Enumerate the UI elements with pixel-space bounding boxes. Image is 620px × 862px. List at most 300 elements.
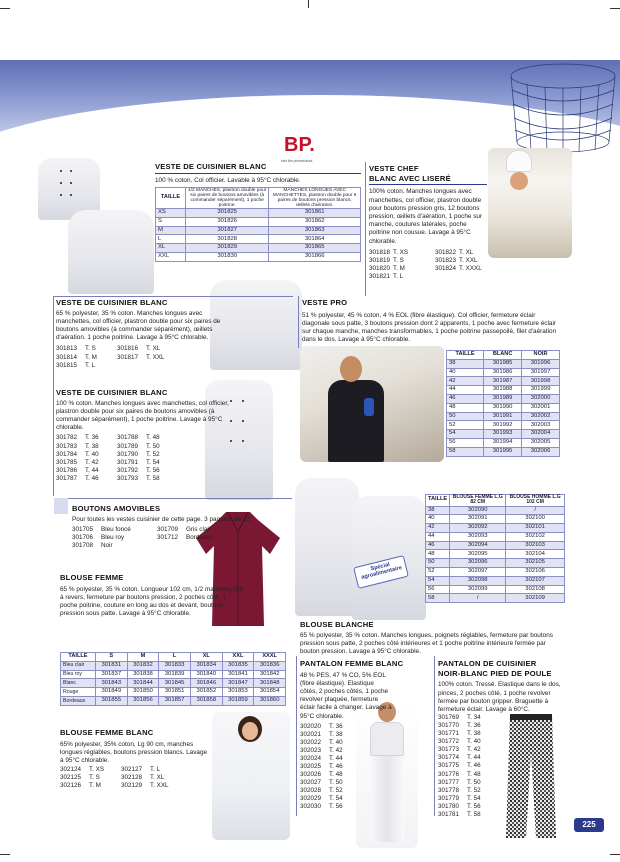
veste-chef-desc: 100% coton. Manches longues avec manchettes, col officier, plastron double pour boutons pression gris, 12 boutons pression, œillets d'aération, 1 poche sur manche, coutures latérales, poche poitrine non cousue. Lavage à 95°C chlorable. xyxy=(369,188,483,245)
table-cell: 302001 xyxy=(522,403,560,412)
table-header: BLOUSE FEMME L.G 82 CM xyxy=(450,495,506,507)
table-cell: Bleu clair xyxy=(61,661,96,670)
ref-code: 301706 xyxy=(72,533,94,541)
ref-size: T. 36 xyxy=(329,722,343,730)
ref-code: 302024 xyxy=(300,755,322,763)
table-cell: 46 xyxy=(447,394,484,403)
ref-size: T. 42 xyxy=(85,458,99,466)
ref-code: 302029 xyxy=(300,795,322,803)
table-header: TAILLE xyxy=(156,187,186,208)
blouse-blanche-desc: 65 % polyester, 35 % coton. Manches longues, poignets réglables, fermeture par boutons pression sous patte, 2 poches côté intérieures et 1 poche poitrine intérieure fermée par bouton pression. Lavage à 95°C chlorable. xyxy=(300,631,553,656)
ref-row xyxy=(300,787,410,795)
ref-code: 301792 xyxy=(117,466,139,474)
table-cell: 301835 xyxy=(222,661,254,670)
table-cell: 301826 xyxy=(186,217,269,226)
jacket-button xyxy=(70,170,72,172)
table-cell: 301865 xyxy=(269,244,361,253)
white-blouse-image xyxy=(295,478,359,616)
divider-line xyxy=(434,656,435,816)
jacket-button xyxy=(70,182,72,184)
table-cell: 302106 xyxy=(506,568,565,577)
ref-size: T. XXL xyxy=(146,353,165,361)
ref-size: T. 46 xyxy=(467,762,481,770)
ref-code: 302021 xyxy=(300,730,322,738)
ref-code: 301787 xyxy=(56,474,78,482)
ref-size: T. XL xyxy=(146,345,161,353)
ref-size: T. L xyxy=(393,272,404,280)
ref-row xyxy=(56,362,232,370)
table-cell: M xyxy=(156,226,186,235)
table-cell: XL xyxy=(156,244,186,253)
ref-size: T. 40 xyxy=(329,738,343,746)
ref-size: T. L xyxy=(150,766,161,774)
ref-size: T. 40 xyxy=(467,738,481,746)
table-header: XXXL xyxy=(254,653,286,662)
blouse-femme-blanc-block xyxy=(60,728,210,790)
table-cell: 302091 xyxy=(450,515,506,524)
veste-pro-block xyxy=(302,298,560,344)
ref-size: T. 52 xyxy=(467,786,481,794)
table-cell: 48 xyxy=(447,403,484,412)
ref-row xyxy=(56,475,232,483)
ref-code: 301818 xyxy=(369,248,391,256)
ref-code: 302028 xyxy=(300,787,322,795)
ref-row xyxy=(438,771,568,779)
ref-code: 301781 xyxy=(438,810,460,818)
ref-row xyxy=(369,249,519,257)
table-cell: 52 xyxy=(447,421,484,430)
ref-size: T. XS xyxy=(393,248,409,256)
jacket-button xyxy=(242,400,244,402)
ref-code: 301780 xyxy=(438,802,460,810)
table-cell: 301825 xyxy=(186,209,269,218)
ref-color: Bleu foncé xyxy=(101,525,131,533)
table-cell: 302090 xyxy=(450,506,506,515)
ref-size: T. 40 xyxy=(85,450,99,458)
table-cell: 42 xyxy=(426,524,450,533)
pantalon-femme-title: PANTALON FEMME BLANC xyxy=(300,659,404,668)
table-cell: 48 xyxy=(426,550,450,559)
ref-code: 301770 xyxy=(438,722,460,730)
table-header: XXL xyxy=(222,653,254,662)
ref-code: 301783 xyxy=(56,442,78,450)
table-cell: 301839 xyxy=(159,670,191,679)
ref-code: 301824 xyxy=(435,264,457,272)
table-cell: 301845 xyxy=(159,679,191,688)
ref-code: 301793 xyxy=(117,474,139,482)
jacket-button xyxy=(60,194,62,196)
ref-size: T. 44 xyxy=(329,755,343,763)
table-cell: 301832 xyxy=(127,661,159,670)
boutons-desc: Pour toutes les vestes cuisinier de cette page. 3 paquets de 12. xyxy=(72,515,252,523)
veste-pro-desc: 51 % polyester, 45 % coton, 4 % EOL (fibre élastique). Col officier, fermeture éclair diagonale sous patte, 3 boutons pression dont 2 apparents, 1 poche avec fermeture éclair sur chaque manche, manches transformables, 1 poche poitrine passepoilé, filet d'aération dans le dos. Lavage à 95°C chlorable. xyxy=(302,311,557,344)
table-cell: 301827 xyxy=(186,226,269,235)
ref-size: T. 42 xyxy=(329,746,343,754)
ref-size: T. 54 xyxy=(329,795,343,803)
table-cell: 301992 xyxy=(484,421,522,430)
veste-cuisinier-1-title: VESTE DE CUISINIER BLANC xyxy=(155,162,361,174)
agro-badge-text: Spécial agroalimentaire xyxy=(360,561,403,582)
ref-size: T. 38 xyxy=(85,442,99,450)
pantalon-cuisinier-block xyxy=(438,659,568,819)
ref-code: 301791 xyxy=(117,458,139,466)
table-cell: 301837 xyxy=(95,670,127,679)
table-cell: 38 xyxy=(426,506,450,515)
ref-code: 301813 xyxy=(56,345,78,353)
pantalon-femme-refs xyxy=(300,723,410,812)
ref-row xyxy=(300,723,410,731)
ref-size: T. XXXL xyxy=(459,264,482,272)
ref-size: T. 38 xyxy=(329,730,343,738)
table-cell: 301828 xyxy=(186,235,269,244)
table-cell: 301998 xyxy=(522,377,560,386)
table-cell: 301863 xyxy=(269,226,361,235)
ref-code: 301779 xyxy=(438,794,460,802)
table-header: MANCHES LONGUES AVEC MANCHETTES, plastron double pour 6 paires de boutons pression blancs, œillets d'aération. xyxy=(269,187,361,208)
table-cell: 301847 xyxy=(222,679,254,688)
table-cell: 58 xyxy=(426,594,450,603)
wire-basket-illustration xyxy=(505,60,620,155)
chef-jacket-long-sleeve-image xyxy=(68,210,154,294)
table-cell: 301993 xyxy=(484,430,522,439)
table-cell: / xyxy=(450,594,506,603)
table-cell: 56 xyxy=(426,585,450,594)
ref-row xyxy=(300,755,410,763)
blouse-blanche-table xyxy=(425,494,565,603)
table-header: M xyxy=(127,653,159,662)
ref-code: 301823 xyxy=(435,256,457,264)
ref-row xyxy=(438,738,568,746)
veste-cuisinier-1-table xyxy=(155,187,361,262)
table-cell: 301862 xyxy=(269,217,361,226)
ref-size: T. 48 xyxy=(329,771,343,779)
veste-pro-black-jacket xyxy=(328,380,384,462)
ref-size: T. S xyxy=(89,774,100,782)
veste-cuisinier-2-desc: 65 % polyester, 35 % coton. Manches longues avec manchettes, col officier, plastron double pour six paires de boutons amovibles (à commander séparément), œillets d'aération. 1 poche poitrine. Lavage à 95°C chlorable. xyxy=(56,309,221,342)
table-header: NOIR xyxy=(522,351,560,360)
ref-code: 301772 xyxy=(438,738,460,746)
table-cell: 46 xyxy=(426,541,450,550)
divider-line xyxy=(298,296,299,348)
ref-size: T. S xyxy=(85,345,96,353)
table-cell: 302098 xyxy=(450,576,506,585)
table-cell: Rouge xyxy=(61,688,96,697)
table-cell: 302105 xyxy=(506,559,565,568)
ref-size: T. S xyxy=(393,256,404,264)
woman-face xyxy=(242,722,258,740)
jacket-button xyxy=(242,420,244,422)
jacket-button xyxy=(70,194,72,196)
blouse-femme-desc: 65 % polyester, 35 % coton. Longueur 102 cm, 1/2 manches, col à revers, fermeture par boutons pression, 2 poches côté, 1 poche poitrine, couture en long au dos et devant, boutons pression sous patte. Lavage à 95°C chlorable. xyxy=(60,585,243,618)
table-cell: 302096 xyxy=(450,559,506,568)
ref-code: 301712 xyxy=(157,533,179,541)
ref-size: T. 56 xyxy=(146,466,160,474)
table-cell: 52 xyxy=(426,568,450,577)
table-cell: 301833 xyxy=(159,661,191,670)
pantalon-cuisinier-title: PANTALON DE CUISINIER NOIR-BLANC PIED DE POULE xyxy=(438,659,552,678)
veste-cuisinier-3-desc: 100 % coton. Manches longues avec manchettes, col officier, plastron double pour six paires de boutons amovibles (à commander séparément), 1 poche poitrine. Lavage à 95°C chlorable. xyxy=(56,399,229,432)
table-header: XL xyxy=(190,653,222,662)
ref-size: T. XL xyxy=(459,248,474,256)
ref-row xyxy=(72,534,288,542)
ref-code: 301821 xyxy=(369,272,391,280)
bp-logo-mark xyxy=(281,131,323,155)
jacket-button xyxy=(60,170,62,172)
table-cell: Bordeaux xyxy=(61,696,96,705)
ref-code: 302025 xyxy=(300,763,322,771)
table-cell: 54 xyxy=(426,576,450,585)
ref-size: T. 54 xyxy=(146,458,160,466)
ref-code: 301775 xyxy=(438,762,460,770)
ref-row xyxy=(438,779,568,787)
table-cell: 301829 xyxy=(186,244,269,253)
veste-chef-refs xyxy=(369,249,519,281)
table-header: TAILLE xyxy=(61,653,96,662)
ref-code: 301774 xyxy=(438,754,460,762)
ref-size: T. 46 xyxy=(329,763,343,771)
table-cell: 40 xyxy=(426,515,450,524)
ref-row xyxy=(60,782,210,790)
ref-size: T. XS xyxy=(89,766,105,774)
table-header: BLOUSE HOMME L.G 102 CM xyxy=(506,495,565,507)
ref-size: T. 58 xyxy=(146,474,160,482)
table-cell: 301985 xyxy=(484,359,522,368)
pantalon-femme-desc: 48 % PES, 47 % CO, 5% EOL (fibre élastique). Elastique côtés, 2 poches côtés, 1 poche revolver plaquée, fermeture éclair facile à changer. Lavage à 95°C chlorable. xyxy=(300,671,392,720)
table-cell: 302104 xyxy=(506,550,565,559)
ref-size: T. 56 xyxy=(329,803,343,811)
pantalon-femme-block xyxy=(300,659,410,811)
crop-mark xyxy=(308,0,309,8)
ref-row xyxy=(56,451,232,459)
ref-size: T. M xyxy=(89,782,101,790)
ref-code: 301822 xyxy=(435,248,457,256)
table-cell: 301988 xyxy=(484,386,522,395)
table-cell: 301831 xyxy=(95,661,127,670)
table-cell: 301995 xyxy=(484,447,522,456)
ref-color: Noir xyxy=(101,542,113,549)
ref-row xyxy=(369,273,519,281)
jacket-button xyxy=(60,182,62,184)
table-cell: 301990 xyxy=(484,403,522,412)
ref-row xyxy=(56,434,232,442)
table-cell: 301842 xyxy=(254,670,286,679)
veste-cuisinier-1-block xyxy=(155,162,361,262)
ref-size: T. 38 xyxy=(467,730,481,738)
table-cell: 301989 xyxy=(484,394,522,403)
boutons-refs xyxy=(72,526,288,550)
ref-code: 302124 xyxy=(60,766,82,774)
table-cell: 301850 xyxy=(127,688,159,697)
bp-logo-tagline: bold like professionals xyxy=(281,159,313,164)
table-cell: 301854 xyxy=(254,688,286,697)
table-cell: Blanc xyxy=(61,679,96,688)
boutons-swatch xyxy=(54,498,68,514)
table-cell: 302000 xyxy=(522,394,560,403)
ref-row xyxy=(438,754,568,762)
table-cell: 50 xyxy=(426,559,450,568)
ref-code: 301789 xyxy=(117,442,139,450)
chef-hat xyxy=(506,150,532,172)
ref-row xyxy=(300,763,410,771)
ref-size: T. 58 xyxy=(467,810,481,818)
blouse-blanche-block xyxy=(300,620,562,656)
ref-size: T. XL xyxy=(150,774,165,782)
ref-code: 301769 xyxy=(438,714,460,722)
table-cell: 58 xyxy=(447,447,484,456)
divider-line xyxy=(53,296,293,297)
veste-pro-face xyxy=(340,356,362,382)
table-cell: 302093 xyxy=(450,532,506,541)
ref-row xyxy=(300,731,410,739)
ref-row xyxy=(56,443,232,451)
ref-code: 301777 xyxy=(438,778,460,786)
ref-code: 302022 xyxy=(300,738,322,746)
table-cell: 301994 xyxy=(484,438,522,447)
blouse-femme-block xyxy=(60,573,244,618)
table-header: S xyxy=(95,653,127,662)
ref-code: 301773 xyxy=(438,746,460,754)
table-cell: L xyxy=(156,235,186,244)
table-cell: 301848 xyxy=(254,679,286,688)
ref-code: 301790 xyxy=(117,450,139,458)
table-cell: 301991 xyxy=(484,412,522,421)
table-cell: 301997 xyxy=(522,368,560,377)
table-cell: 301851 xyxy=(159,688,191,697)
table-cell: 302109 xyxy=(506,594,565,603)
ref-code: 301705 xyxy=(72,525,94,533)
divider-line xyxy=(68,498,292,499)
ref-size: T. XXL xyxy=(459,256,478,264)
blouse-femme-blanc-title: BLOUSE FEMME BLANC xyxy=(60,728,154,737)
ref-code: 302125 xyxy=(60,774,82,782)
veste-cuisinier-2-block xyxy=(56,298,232,370)
table-cell: 50 xyxy=(447,412,484,421)
ref-size: T. 56 xyxy=(467,802,481,810)
table-cell: 302100 xyxy=(506,515,565,524)
ref-row xyxy=(438,730,568,738)
ref-row xyxy=(369,265,519,273)
ref-code: 301820 xyxy=(369,264,391,272)
veste-pro-table xyxy=(446,350,560,457)
ref-code: 302126 xyxy=(60,782,82,790)
table-cell: 302006 xyxy=(522,447,560,456)
ref-row xyxy=(369,257,519,265)
veste-cuisinier-2-title: VESTE DE CUISINIER BLANC xyxy=(56,298,168,307)
blouse-femme-table xyxy=(60,652,286,706)
ref-code: 302023 xyxy=(300,746,322,754)
table-cell: 301855 xyxy=(95,696,127,705)
blouse-femme-blanc-desc: 65% polyester, 35% coton, Lg 90 cm, manches longues réglables, boutons pression blancs. Lavage à 95°C chlorable. xyxy=(60,740,208,765)
table-cell: 301986 xyxy=(484,368,522,377)
ref-code: 302026 xyxy=(300,771,322,779)
ref-row xyxy=(300,779,410,787)
ref-code: 301816 xyxy=(117,345,139,353)
ref-code: 301788 xyxy=(117,434,139,442)
ref-row xyxy=(56,354,232,362)
table-cell: 301858 xyxy=(190,696,222,705)
bp-logo xyxy=(281,131,323,163)
ref-size: T. M xyxy=(393,264,405,272)
page-number: 225 xyxy=(582,820,596,829)
ref-row xyxy=(56,467,232,475)
table-cell: 301830 xyxy=(186,253,269,262)
table-cell: 301849 xyxy=(95,688,127,697)
table-cell: / xyxy=(506,506,565,515)
crop-mark xyxy=(0,8,10,9)
table-cell: 301853 xyxy=(222,688,254,697)
table-cell: 54 xyxy=(447,430,484,439)
veste-cuisinier-3-block xyxy=(56,388,232,483)
table-header: TAILLE xyxy=(426,495,450,507)
ref-code: 301819 xyxy=(369,256,391,264)
ref-code: 301785 xyxy=(56,458,78,466)
table-cell: 301857 xyxy=(159,696,191,705)
table-cell: XS xyxy=(156,209,186,218)
ref-code: 302127 xyxy=(121,766,143,774)
ref-color: Bleu roy xyxy=(101,533,125,541)
ref-row xyxy=(300,771,410,779)
ref-row xyxy=(438,811,568,819)
table-cell: 302095 xyxy=(450,550,506,559)
table-cell: XXL xyxy=(156,253,186,262)
divider-line xyxy=(53,296,54,496)
ref-row xyxy=(56,459,232,467)
table-cell: 302004 xyxy=(522,430,560,439)
blouse-femme-title: BLOUSE FEMME xyxy=(60,573,124,582)
table-cell: 302094 xyxy=(450,541,506,550)
table-cell: 301866 xyxy=(269,253,361,262)
ref-color: Bordeaux xyxy=(186,533,213,541)
veste-cuisinier-3-title: VESTE DE CUISINIER BLANC xyxy=(56,388,168,397)
table-cell: 301843 xyxy=(95,679,127,688)
table-cell: 302092 xyxy=(450,524,506,533)
divider-line xyxy=(365,162,366,296)
chef-face xyxy=(510,172,528,190)
ref-size: T. 36 xyxy=(467,722,481,730)
ref-size: T. 36 xyxy=(85,434,99,442)
table-cell: 301834 xyxy=(190,661,222,670)
ref-code: 302129 xyxy=(121,782,143,790)
table-cell: 302003 xyxy=(522,421,560,430)
table-cell: 56 xyxy=(447,438,484,447)
ref-size: T. 52 xyxy=(146,450,160,458)
ref-code: 301814 xyxy=(56,353,78,361)
boutons-block xyxy=(72,504,288,550)
table-cell: 301846 xyxy=(190,679,222,688)
table-cell: 302099 xyxy=(450,585,506,594)
ref-size: T. 52 xyxy=(329,787,343,795)
table-cell: 301852 xyxy=(190,688,222,697)
table-cell: 301987 xyxy=(484,377,522,386)
crop-mark xyxy=(610,8,620,9)
table-cell: 301999 xyxy=(522,386,560,395)
table-cell: 42 xyxy=(447,377,484,386)
ref-size: T. 42 xyxy=(467,746,481,754)
ref-code: 301778 xyxy=(438,786,460,794)
table-cell: 44 xyxy=(447,386,484,395)
table-cell: 302002 xyxy=(522,412,560,421)
table-cell: 301860 xyxy=(254,696,286,705)
ref-row xyxy=(72,526,288,534)
ref-row xyxy=(60,774,210,782)
jacket-button xyxy=(242,440,244,442)
table-cell: 301836 xyxy=(254,661,286,670)
ref-row xyxy=(438,803,568,811)
ref-size: T. 46 xyxy=(85,474,99,482)
ref-size: T. XXL xyxy=(150,782,169,790)
crop-mark xyxy=(0,854,10,855)
table-cell: 301838 xyxy=(127,670,159,679)
